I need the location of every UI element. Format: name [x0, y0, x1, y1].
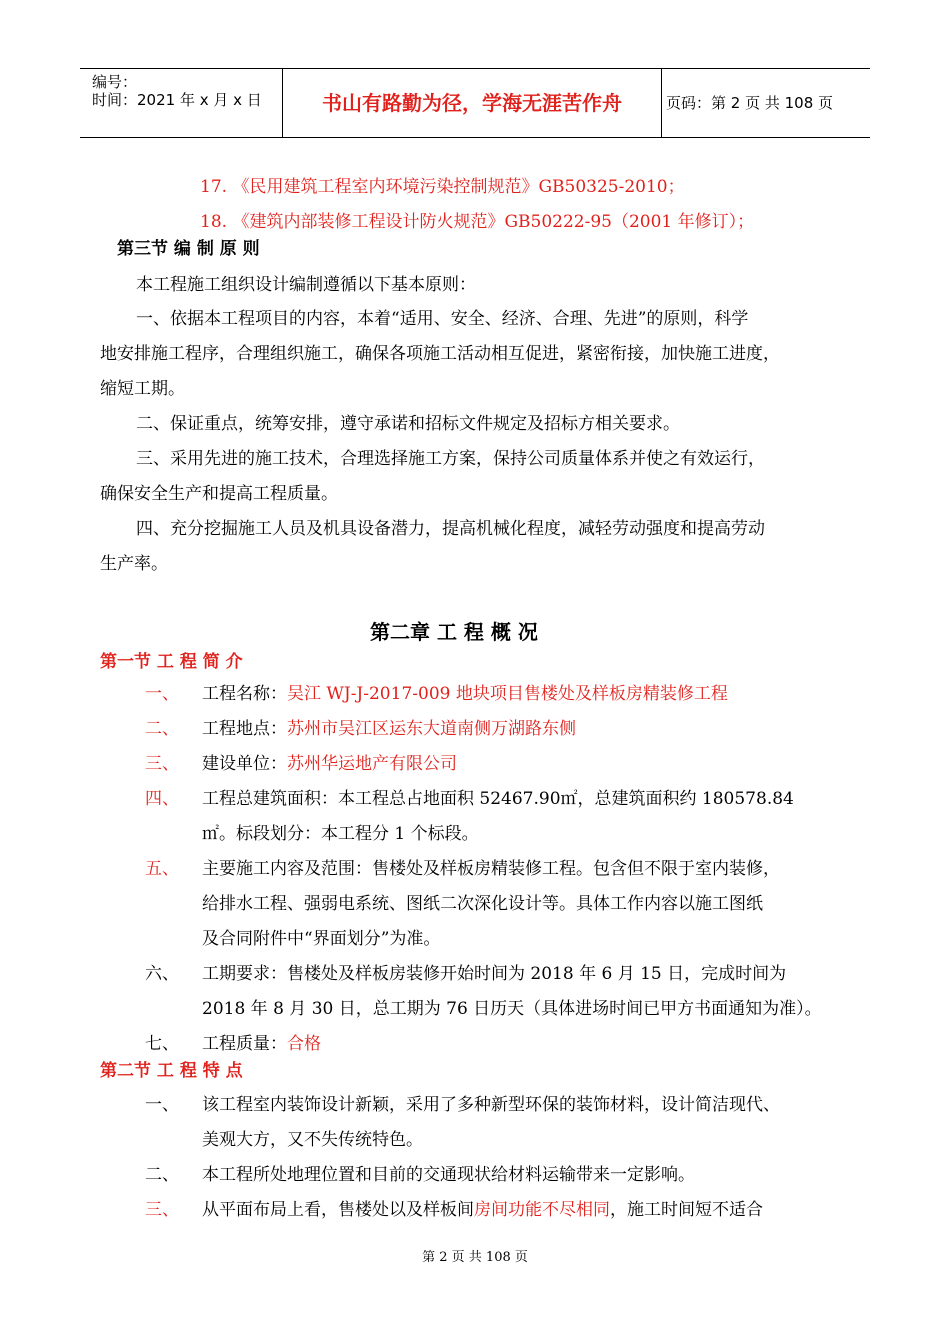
feature-2: 本工程所处地理位置和目前的交通现状给材料运输带来一定影响。 [202, 1165, 695, 1185]
principle-1-line3: 缩短工期。 [100, 379, 185, 399]
section2-title: 第二节 工 程 特 点 [100, 1061, 243, 1081]
principle-1-line2: 地安排施工程序，合理组织施工，确保各项施工活动相互促进，紧密衔接，加快施工进度， [100, 344, 780, 364]
section1-title: 第一节 工 程 简 介 [100, 652, 243, 672]
project-area-line1: 工程总建筑面积：本工程总占地面积 52467.90㎡，总建筑面积约 180578.84 [202, 789, 794, 809]
principle-4-line2: 生产率。 [100, 554, 168, 574]
item-number: 一、 [145, 684, 179, 704]
item-value: 苏州华运地产有限公司 [287, 754, 457, 774]
principle-2: 二、保证重点，统筹安排，遵守承诺和招标文件规定及招标方相关要求。 [136, 414, 680, 434]
project-area-line2: ㎡。标段划分：本工程分 1 个标段。 [202, 824, 479, 844]
header-page: 页码：第 2 页 共 108 页 [666, 94, 834, 112]
section3-intro: 本工程施工组织设计编制遵循以下基本原则： [136, 275, 476, 295]
header-motto: 书山有路勤为径，学海无涯苦作舟 [282, 69, 662, 137]
item-number: 四、 [145, 789, 179, 809]
item-number: 三、 [145, 754, 179, 774]
item-number: 七、 [145, 1034, 179, 1054]
project-location [202, 718, 576, 740]
project-scope-line3: 及合同附件中“界面划分”为准。 [202, 929, 441, 949]
page-footer: 第 2 页 共 108 页 [422, 1250, 528, 1265]
feature-3-post: ，施工时间短不适合 [610, 1200, 763, 1220]
header-info-cell [80, 69, 280, 137]
project-owner [202, 753, 457, 775]
project-schedule-line1: 工期要求：售楼处及样板房装修开始时间为 2018 年 6 月 15 日，完成时间为 [202, 964, 787, 984]
project-quality [202, 1033, 321, 1055]
feature-1-line1: 该工程室内装饰设计新颖，采用了多种新型环保的装饰材料，设计简洁现代、 [202, 1095, 780, 1115]
section3-title: 第三节 编 制 原 则 [117, 239, 260, 259]
item-value: 苏州市吴江区运东大道南侧万湖路东侧 [287, 719, 576, 739]
page-header [80, 68, 870, 138]
ref-18: 18. 《建筑内部装修工程设计防火规范》GB50222-95（2001 年修订）； [200, 212, 755, 232]
feature-3 [202, 1199, 763, 1221]
item-value: 合格 [287, 1034, 321, 1054]
item-label: 建设单位： [202, 754, 287, 774]
header-date: 时间：2021 年 x 月 x 日 [92, 91, 262, 109]
header-number: 编号： [92, 73, 138, 91]
principle-4-line1: 四、充分挖掘施工人员及机具设备潜力，提高机械化程度，减轻劳动强度和提高劳动 [136, 519, 765, 539]
item-number: 六、 [145, 964, 179, 984]
project-name [202, 683, 728, 705]
ref-17: 17. 《民用建筑工程室内环境污染控制规范》GB50325-2010； [200, 177, 685, 197]
item-number: 五、 [145, 859, 179, 879]
principle-3-line1: 三、采用先进的施工技术，合理选择施工方案，保持公司质量体系并使之有效运行， [136, 449, 765, 469]
item-number: 二、 [145, 719, 179, 739]
item-label: 工程地点： [202, 719, 287, 739]
feature-1-line2: 美观大方，又不失传统特色。 [202, 1130, 423, 1150]
feature-number: 一、 [145, 1095, 179, 1115]
project-schedule-line2: 2018 年 8 月 30 日，总工期为 76 日历天（具体进场时间已甲方书面通知为准）。 [202, 999, 822, 1019]
feature-3-pre: 从平面布局上看，售楼处以及样板间 [202, 1200, 474, 1220]
item-value: 吴江 WJ-J-2017-009 地块项目售楼处及样板房精装修工程 [287, 684, 728, 704]
item-label: 工程质量： [202, 1034, 287, 1054]
feature-3-highlight: 房间功能不尽相同 [474, 1200, 610, 1220]
chapter2-title: 第二章 工 程 概 况 [370, 620, 538, 644]
project-scope-line1: 主要施工内容及范围：售楼处及样板房精装修工程。包含但不限于室内装修， [202, 859, 780, 879]
principle-3-line2: 确保安全生产和提高工程质量。 [100, 484, 338, 504]
feature-number: 三、 [145, 1200, 179, 1220]
principle-1-line1: 一、依据本工程项目的内容，本着“适用、安全、经济、合理、先进”的原则，科学 [136, 309, 749, 329]
feature-number: 二、 [145, 1165, 179, 1185]
project-scope-line2: 给排水工程、强弱电系统、图纸二次深化设计等。具体工作内容以施工图纸 [202, 894, 763, 914]
item-label: 工程名称： [202, 684, 287, 704]
